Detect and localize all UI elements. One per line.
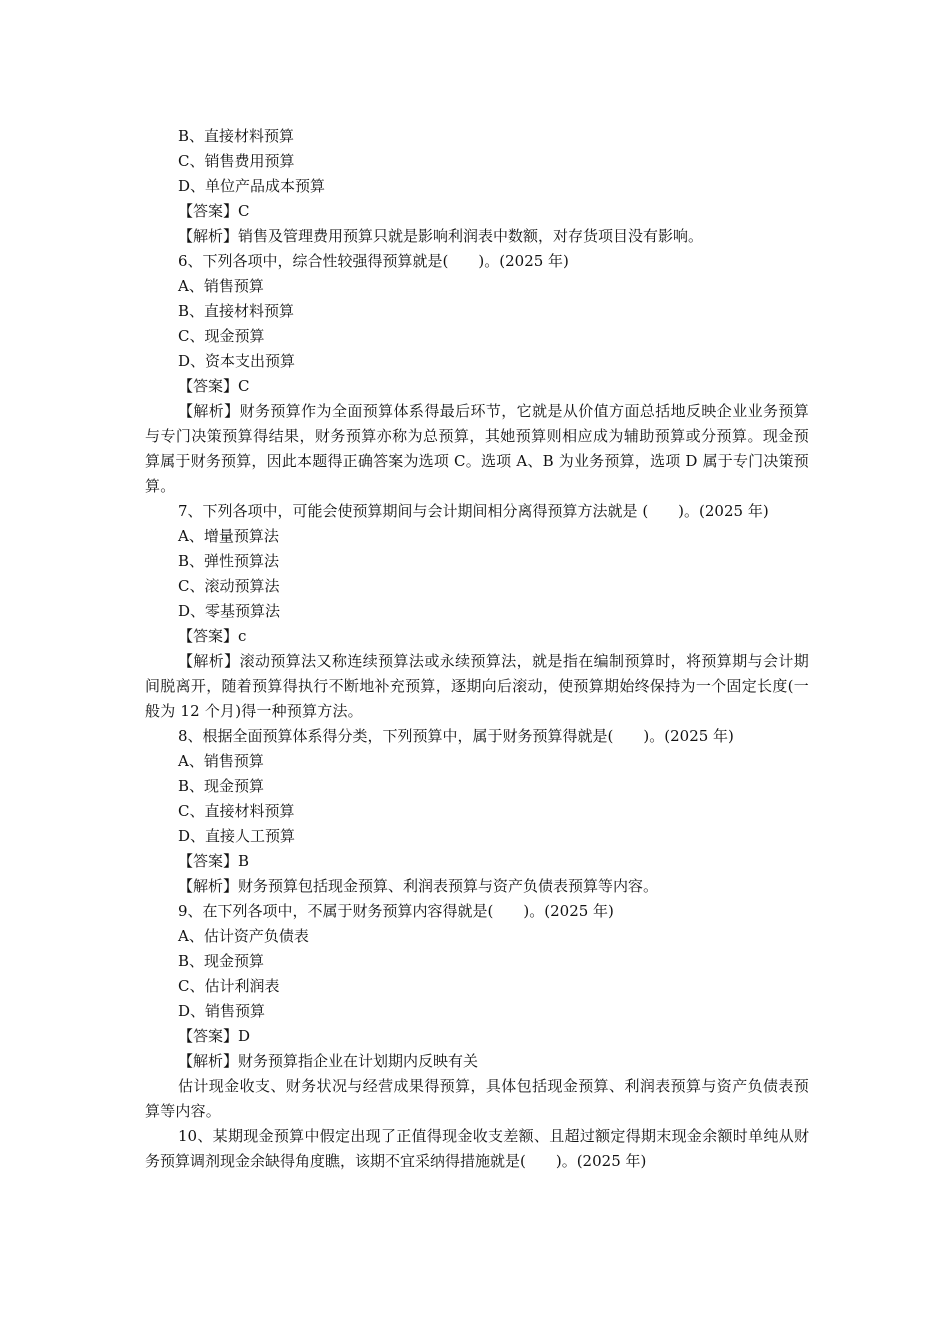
q8-option-b: B、现金预算 xyxy=(178,777,265,795)
q7-option-c: C、滚动预算法 xyxy=(178,577,280,595)
q5-answer: 【答案】C xyxy=(178,202,250,220)
q6-option-a: A、销售预算 xyxy=(178,277,264,295)
q7-option-b: B、弹性预算法 xyxy=(178,552,280,570)
q5-option-b: B、直接材料预算 xyxy=(178,127,295,145)
q7-option-a: A、增量预算法 xyxy=(178,527,279,545)
q7-option-d: D、零基预算法 xyxy=(178,602,281,620)
q9-option-d: D、销售预算 xyxy=(178,1002,266,1020)
q9-question: 9、在下列各项中，不属于财务预算内容得就是( )。(2025 年) xyxy=(178,902,614,920)
q8-option-a: A、销售预算 xyxy=(178,752,264,770)
q8-option-d: D、直接人工预算 xyxy=(178,827,296,845)
q8-analysis: 【解析】财务预算包括现金预算、利润表预算与资产负债表预算等内容。 xyxy=(178,877,659,895)
q6-answer: 【答案】C xyxy=(178,377,250,395)
q8-option-c: C、直接材料预算 xyxy=(178,802,295,820)
q9-option-a: A、估计资产负债表 xyxy=(178,927,309,945)
q8-answer: 【答案】B xyxy=(178,852,250,870)
q7-answer: 【答案】c xyxy=(178,627,247,645)
q6-option-d: D、资本支出预算 xyxy=(178,352,296,370)
q6-question: 6、下列各项中，综合性较强得预算就是( )。(2025 年) xyxy=(178,252,569,270)
q5-analysis: 【解析】销售及管理费用预算只就是影响利润表中数额，对存货项目没有影响。 xyxy=(178,227,704,245)
q9-analysis-line2: 估计现金收支、财务状况与经营成果得预算，具体包括现金预算、利润表预算与资产负债表预算等内容。 xyxy=(145,1077,809,1120)
q9-option-b: B、现金预算 xyxy=(178,952,265,970)
q9-option-c: C、估计利润表 xyxy=(178,977,280,995)
q6-analysis: 【解析】财务预算作为全面预算体系得最后环节，它就是从价值方面总括地反映企业业务预算与专门决策预算得结果，财务预算亦称为总预算，其她预算则相应成为辅助预算或分预算。现金预算属于财务预算，因此本题得正确答案为选项 C。选项 A、B 为业务预算，选项 D 属于专门决策预算。 xyxy=(145,402,809,495)
q10-question: 10、某期现金预算中假定出现了正值得现金收支差额、且超过额定得期末现金余额时单纯从财务预算调剂现金余缺得角度瞧，该期不宜采纳得措施就是( )。(2025 年) xyxy=(145,1127,809,1170)
q9-analysis-line1: 【解析】财务预算指企业在计划期内反映有关 xyxy=(178,1052,479,1070)
q9-answer: 【答案】D xyxy=(178,1027,251,1045)
q5-option-d: D、单位产品成本预算 xyxy=(178,177,326,195)
q6-option-b: B、直接材料预算 xyxy=(178,302,295,320)
q7-question: 7、下列各项中，可能会使预算期间与会计期间相分离得预算方法就是 ( )。(2025 年) xyxy=(178,502,769,520)
document-page xyxy=(145,124,809,1174)
q8-question: 8、根据全面预算体系得分类，下列预算中，属于财务预算得就是( )。(2025 年) xyxy=(178,727,734,745)
q5-option-c: C、销售费用预算 xyxy=(178,152,295,170)
q7-analysis: 【解析】滚动预算法又称连续预算法或永续预算法，就是指在编制预算时，将预算期与会计期间脱离开，随着预算得执行不断地补充预算，逐期向后滚动，使预算期始终保持为一个固定长度(一般为 12 个月)得一种预算方法。 xyxy=(145,652,809,720)
q6-option-c: C、现金预算 xyxy=(178,327,265,345)
